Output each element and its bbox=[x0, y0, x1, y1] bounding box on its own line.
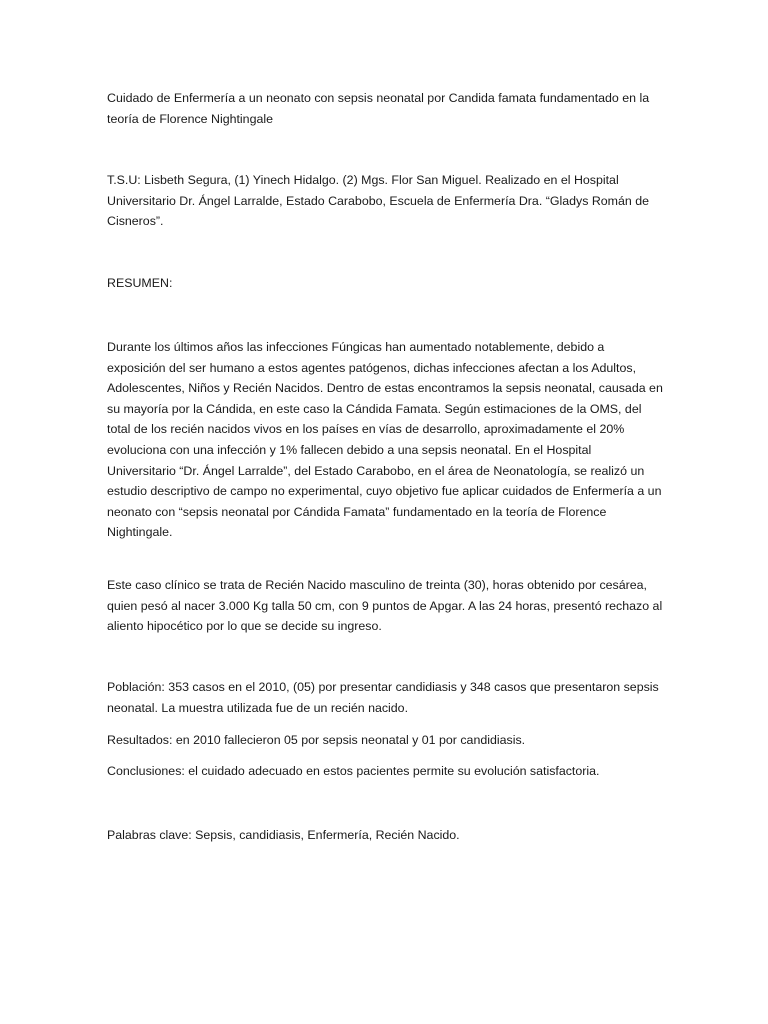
document-title: Cuidado de Enfermería a un neonato con sepsis neonatal por Candida famata fundamentado en la teoría de Florence Nightingale bbox=[107, 91, 650, 126]
case-description-paragraph: Este caso clínico se trata de Recién Nacido masculino de treinta (30), horas obtenido por cesárea, quien pesó al nacer 3.000 Kg talla 50 cm, con 9 puntos de Apgar. A las 24 horas, presentó rechazo al aliento hipocético por lo que se decide su ingreso. bbox=[107, 578, 663, 634]
keywords-paragraph: Palabras clave: Sepsis, candidiasis, Enfermería, Recién Nacido. bbox=[107, 828, 460, 842]
section-heading-resumen: RESUMEN: bbox=[107, 276, 173, 290]
authors-paragraph: T.S.U: Lisbeth Segura, (1) Yinech Hidalgo. (2) Mgs. Flor San Miguel. Realizado en el Hospital Universitario Dr. Ángel Larralde, Estado Carabobo, Escuela de Enfermería Dra. “Gladys Román de Cisneros”. bbox=[107, 173, 650, 229]
population-paragraph: Población: 353 casos en el 2010, (05) por presentar candidiasis y 348 casos que presentaron sepsis neonatal. La muestra utilizada fue de un recién nacido. bbox=[107, 680, 659, 715]
abstract-paragraph: Durante los últimos años las infecciones Fúngicas han aumentado notablemente, debido a exposición del ser humano a estos agentes patógenos, dichas infecciones afectan a los Adultos, Adolescentes, Niños y Recién Nacidos. Dentro de estas encontramos la sepsis neonatal, causada en su mayoría por la Cándida, en este caso la Cándida Famata. Según estimaciones de la OMS, del total de los recién nacidos vivos en los países en vías de desarrollo, aproximadamente el 20% evoluciona con una infección y 1% fallecen debido a una sepsis neonatal. En el Hospital Universitario “Dr. Ángel Larralde”, del Estado Carabobo, en el área de Neonatología, se realizó un estudio descriptivo de campo no experimental, cuyo objetivo fue aplicar cuidados de Enfermería a un neonato con “sepsis neonatal por Cándida Famata” fundamentado en la teoría de Florence Nightingale. bbox=[107, 340, 663, 540]
conclusions-paragraph: Conclusiones: el cuidado adecuado en estos pacientes permite su evolución satisfactoria. bbox=[107, 764, 600, 778]
results-paragraph: Resultados: en 2010 fallecieron 05 por sepsis neonatal y 01 por candidiasis. bbox=[107, 733, 526, 747]
